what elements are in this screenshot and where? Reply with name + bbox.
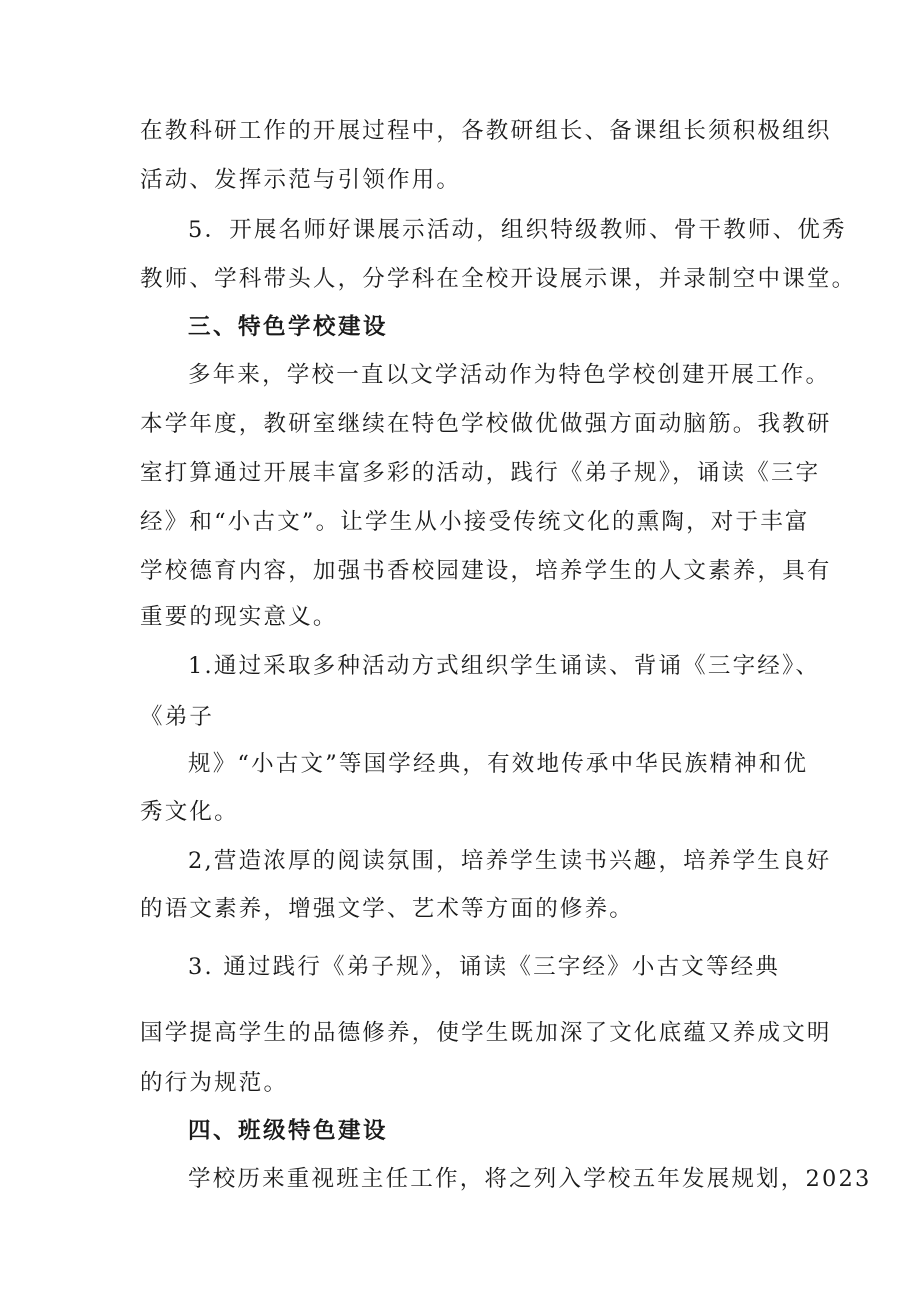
paragraph-line: 本学年度，教研室继续在特色学校做优做强方面动脑筋。我教研 [140, 411, 832, 437]
paragraph-line: 活动、发挥示范与引领作用。 [140, 167, 462, 193]
paragraph-line: 2,营造浓厚的阅读氛围，培养学生读书兴趣，培养学生良好 [188, 848, 832, 874]
paragraph-line: 的语文素养，增强文学、艺术等方面的修养。 [140, 896, 635, 922]
paragraph-line: 在教科研工作的开展过程中，各教研组长、备课组长须积极组织 [140, 118, 832, 144]
paragraph-line: 国学提高学生的品德修养，使学生既加深了文化底蕴又养成文明 [140, 1020, 832, 1046]
section-heading: 三、特色学校建设 [188, 314, 389, 340]
paragraph-line: 重要的现实意义。 [140, 604, 338, 630]
paragraph-line: 规》“小古文”等国学经典，有效地传承中华民族精神和优 [188, 751, 809, 777]
paragraph-line: 《弟子 [140, 704, 215, 730]
paragraph-line: 1.通过采取多种活动方式组织学生诵读、背诵《三字经》、 [188, 653, 821, 679]
paragraph-line: 学校历来重视班主任工作，将之列入学校五年发展规划，2023 [188, 1166, 872, 1192]
section-heading: 四、班级特色建设 [188, 1118, 389, 1144]
paragraph-line: 多年来，学校一直以文学活动作为特色学校创建开展工作。 [188, 362, 831, 388]
paragraph-line: 教师、学科带头人，分学科在全校开设展示课，并录制空中课堂。 [140, 266, 857, 292]
paragraph-line: 经》和“小古文”。让学生从小接受传统文化的熏陶，对于丰富 [140, 509, 810, 535]
paragraph-line: 5．开展名师好课展示活动，组织特级教师、骨干教师、优秀 [188, 217, 847, 243]
paragraph-line: 3. 通过践行《弟子规》，诵读《三字经》小古文等经典 [188, 954, 781, 980]
paragraph-line: 的行为规范。 [140, 1070, 289, 1096]
paragraph-line: 秀文化。 [140, 799, 239, 825]
paragraph-line: 学校德育内容，加强书香校园建设，培养学生的人文素养，具有 [140, 558, 832, 584]
paragraph-line: 室打算通过开展丰富多彩的活动，践行《弟子规》，诵读《三字 [140, 460, 821, 486]
